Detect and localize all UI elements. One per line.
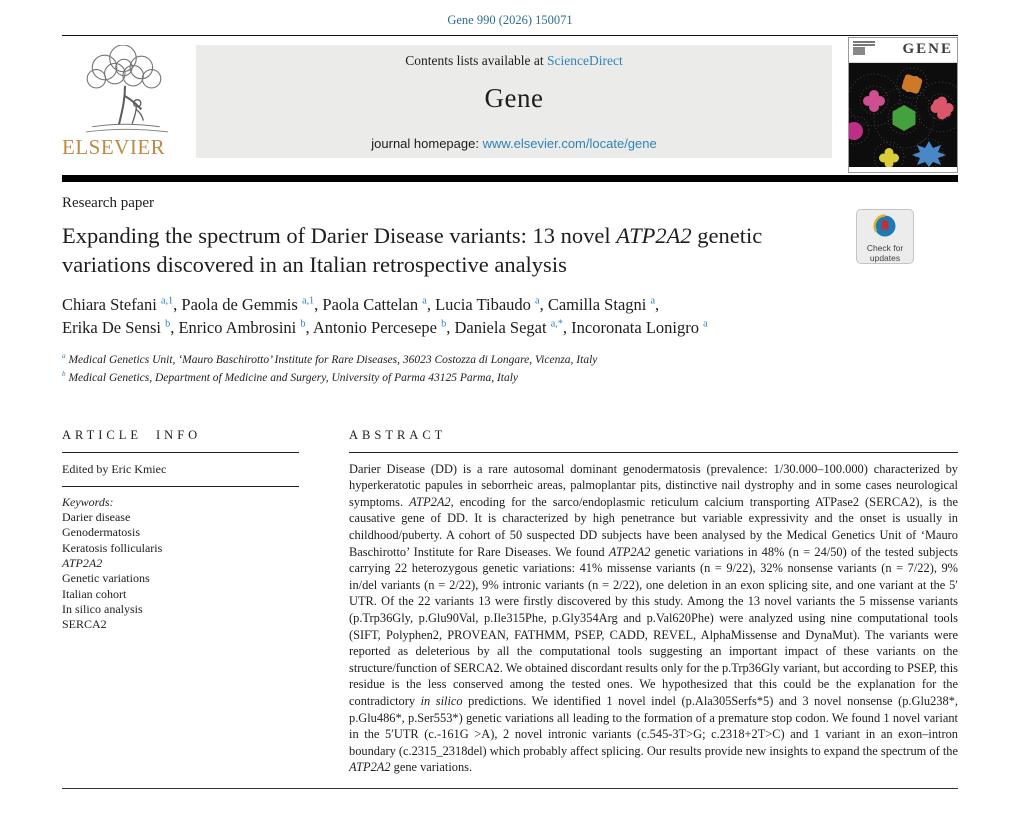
article-type-label: Research paper — [62, 195, 155, 211]
thick-divider-bar — [62, 175, 958, 182]
article-title: Expanding the spectrum of Darier Disease variants: 13 novel ATP2A2 genetic variations discovered in an Italian retrospective analysis — [62, 223, 763, 278]
cover-artwork — [849, 63, 957, 167]
affiliation-line: $^a$ Medical Genetics Unit, ‘Mauro Baschirotto’ Institute for Rare Diseases, 36023 Costozza di Longare, Vicenza, Italy — [62, 352, 598, 366]
article-info-column — [62, 428, 299, 777]
cover-volume-marks — [853, 41, 875, 55]
keywords-label: Keywords: — [62, 494, 114, 509]
edited-by-line: Edited by Eric Kmiec — [62, 461, 167, 476]
journal-header-box — [196, 45, 832, 158]
affiliation-line: $^b$ Medical Genetics, Department of Medicine and Surgery, University of Parma 43125 Parma, Italy — [62, 369, 519, 384]
sciencedirect-link[interactable]: ScienceDirect — [547, 53, 623, 68]
elsevier-logo — [62, 45, 188, 160]
journal-name: Gene — [484, 83, 544, 113]
info-abstract-columns — [62, 428, 958, 777]
authors-line: Erika De Sensi $^b$, Enrico Ambrosini $^b$, Antonio Percesepe $^b$, Daniela Segat $^{a,*}$, Incoronata Lonigro $^a$ — [62, 318, 708, 338]
check-for-updates-badge[interactable] — [856, 209, 914, 264]
homepage-line — [196, 136, 832, 151]
keyword-item: Genodermatosis — [62, 525, 140, 540]
elsevier-wordmark: ELSEVIER — [62, 135, 166, 159]
keywords-list — [62, 510, 299, 633]
keywords-block — [62, 495, 299, 633]
authors-line: Chiara Stefani $^{a,1}$, Paola de Gemmis $^{a,1}$, Paola Cattelan $^a$, Lucia Tibaudo $^a$, Camilla Stagni $^a$, — [62, 295, 660, 315]
bottom-rule — [62, 788, 958, 789]
contents-line — [196, 53, 832, 69]
abstract-text: Darier Disease (DD) is a rare autosomal dominant genodermatosis (prevalence: 1/30.000–100.000) characterized by hyperkeratotic papules in seborrheic areas, palmoplantar pits, distinctive nail dystrophy and in some cases neurological symptoms. ATP2A2, encoding for the sarco/endoplasmic reticulum calcium transporting ATPase2 (SERCA2), is the causative gene of DD. It is characterized by high penetrance but variable expressivity and the onset is usually in childhood/puberty. A cohort of 50 suspected DD subjects have been analysed by the Medical Genetics Unit of ‘Mauro Baschirotto’ Institute for Rare Diseases. We found ATP2A2 genetic variations in 48% (n = 24/50) of the tested subjects carrying 22 heterozygous genetic variations: 41% missense variants (n = 9/22), 32% nonsense variants (n = 7/22), 9% in/del variants (n = 2/22), 9% intronic variants (n = 2/22), one deletion in an exon splicing site, and one variant at the 5′ UTR. Of the 22 variants 13 were firstly discovered by this study. Among the 13 novel variants the 5 missense variants (p.Trp36Gly, p.Glu90Val, p.Ile315Phe, p.Gly354Arg and p.Val620Phe) were analyzed using nine computational tools (SIFT, Polyphen2, PROVEAN, FATHMM, PSEP, CADD, REVEL, AlphaMissense and DynaMut). The variants were reported as deleterious by all the computational tools suggesting an important impact of these variants on the structure/function of SERCA2. We obtained discordant results only for the p.Trp36Gly variant, but according to PSEP, this residue is the less conserved among the tested ones. We hypothesized that this could be the explanation for the contradictory in silico predictions. We identified 1 novel indel (p.Ala305Serfs*5) and 3 novel nonsense (p.Glu238*, p.Glu486*, p.Ser553*) genetic variations all leading to the formation of a premature stop codon. We found 1 novel variant in the 5′UTR (c.-161G >A), 2 novel intronic variants (c.545-3T>G; c.2318+2T>C) and 1 variant in an exon–intron boundary (c.2315_2318del) which probably affect splicing. Our results provide new insights to expand the spectrum of the ATP2A2 gene variations. — [349, 461, 958, 775]
abstract-column — [349, 428, 958, 777]
homepage-url-link[interactable]: www.elsevier.com/locate/gene — [482, 136, 657, 151]
contents-prefix: Contents lists available at — [405, 53, 547, 68]
elsevier-tree-icon — [71, 45, 179, 137]
abstract-heading: ABSTRACT — [349, 427, 447, 442]
keyword-item: SERCA2 — [62, 617, 107, 632]
affiliations — [62, 352, 958, 388]
keyword-item: In silico analysis — [62, 602, 143, 617]
top-rule — [62, 35, 958, 36]
homepage-prefix: journal homepage: — [371, 136, 483, 151]
crossmark-icon — [872, 213, 898, 239]
cover-masthead-text: GENE — [902, 41, 953, 57]
journal-header — [62, 41, 958, 173]
keyword-item: Genetic variations — [62, 571, 150, 586]
journal-cover-thumbnail — [848, 37, 958, 173]
keyword-item: ATP2A2 — [62, 555, 103, 570]
keyword-item: Keratosis follicularis — [62, 540, 163, 555]
article-info-heading: ARTICLE INFO — [62, 427, 202, 442]
article-header — [62, 195, 958, 388]
article-info-rule-2 — [62, 486, 299, 487]
journal-citation: Gene 990 (2026) 150071 — [447, 13, 573, 27]
author-list — [62, 293, 958, 340]
keyword-item: Darier disease — [62, 509, 131, 524]
abstract-rule — [349, 452, 958, 453]
check-updates-label: Check for updates — [866, 243, 904, 263]
keyword-item: Italian cohort — [62, 586, 127, 601]
cover-masthead-strip — [849, 38, 957, 63]
article-info-rule-1 — [62, 452, 299, 453]
